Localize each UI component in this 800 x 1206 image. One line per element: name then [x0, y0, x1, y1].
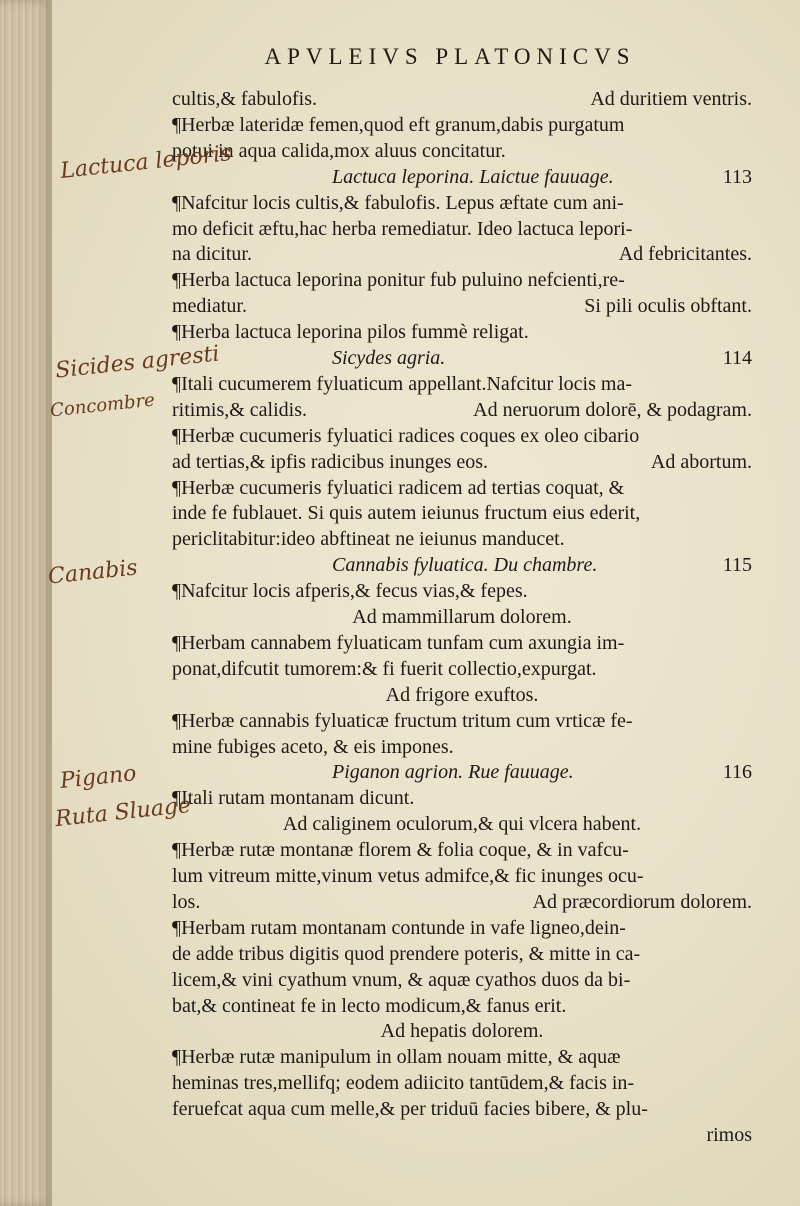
text-line: [172, 500, 752, 526]
text-line: [172, 138, 752, 164]
text-line: [172, 915, 752, 941]
plant-heading: Cannabis fyluatica. Du chambre.: [332, 554, 598, 577]
marginal-note: Lactuca leporis: [59, 141, 233, 184]
line-text: ¶Herbæ rutæ manipulum in ollam nouam mitte, & aquæ: [172, 1046, 621, 1069]
text-line: [172, 1096, 752, 1122]
text-line: [172, 319, 752, 345]
marginal-note: Sicides agresti: [54, 341, 221, 384]
text-line: [172, 1044, 752, 1070]
chapter-number: 116: [722, 761, 752, 784]
text-line: [172, 578, 752, 604]
line-text: inde fe fublauet. Si quis autem ieiunus fructum eius ederit,: [172, 502, 641, 525]
text-line: [172, 216, 752, 242]
line-text: licem,& vini cyathum vnum, & aquæ cyathos duos da bi-: [172, 968, 631, 991]
text-line: [172, 267, 752, 293]
chapter-number: 113: [722, 165, 752, 188]
line-text: ¶Itali rutam montanam dicunt.: [172, 787, 415, 810]
line-text: potui in aqua calida,mox aluus concitatur.: [172, 139, 506, 162]
text-line: [172, 734, 752, 760]
line-text: mediatur.: [172, 295, 247, 318]
text-line: [172, 86, 752, 112]
text-line: [172, 630, 752, 656]
line-text: ¶Nafcitur locis cultis,& fabulofis. Lepus æftate cum ani-: [172, 191, 624, 214]
line-text: heminas tres,mellifq; eodem adiicito tantūdem,& facis in-: [172, 1072, 635, 1095]
text-line: [172, 967, 752, 993]
text-line: [172, 241, 752, 267]
line-text: ¶Herbæ rutæ montanæ florem & folia coque, & in vafcu-: [172, 839, 629, 862]
section-subheading: Ad frigore exuftos.: [385, 683, 539, 706]
text-line: [172, 941, 752, 967]
book-spine: [0, 0, 52, 1206]
line-text: ¶Herbam cannabem fyluaticam tunfam cum axungia im-: [172, 631, 625, 654]
line-text: ¶Nafcitur locis afperis,& fecus vias,& fepes.: [172, 580, 528, 603]
line-text: ¶Herbæ lateridæ femen,quod eft granum,dabis purgatum: [172, 113, 625, 136]
text-line: [172, 1070, 752, 1096]
text-line: [172, 449, 752, 475]
line-text: ¶Itali cucumerem fyluaticum appellant.Nafcitur locis ma-: [172, 372, 632, 395]
marginal-note: Canabis: [46, 555, 139, 590]
line-text: ¶Herbæ cannabis fyluaticæ fructum tritum cum vrticæ fe-: [172, 709, 633, 732]
line-subheading: Ad præcordiorum dolorem.: [532, 890, 752, 913]
line-text: cultis,& fabulofis.: [172, 88, 317, 110]
text-line: [172, 708, 752, 734]
line-text: ¶Herbam rutam montanam contunde in vafe ligneo,dein-: [172, 916, 626, 939]
text-line: [172, 993, 752, 1019]
line-text: los.: [172, 890, 201, 913]
line-text: ¶Herbæ cucumeris fyluatici radices coques ex oleo cibario: [172, 424, 640, 447]
chapter-number: 114: [722, 347, 752, 369]
marginal-note: Pigano: [58, 761, 138, 794]
text-line: [172, 423, 752, 449]
line-text: ad tertias,& ipfis radicibus inunges eos.: [172, 450, 489, 473]
plant-heading: Piganon agrion. Rue fauuage.: [332, 761, 574, 784]
marginal-note: Concombre: [49, 389, 156, 422]
section-subheading: Ad caliginem oculorum,& qui vlcera habent.: [282, 813, 642, 836]
text-line: [172, 889, 752, 915]
text-line: [172, 112, 752, 138]
plant-heading: Sicydes agria.: [332, 347, 446, 369]
running-head: APVLEIVS PLATONICVS: [264, 44, 636, 69]
line-text: lum vitreum mitte,vinum vetus admifce,& fic inunges ocu-: [172, 865, 644, 887]
text-line: [172, 656, 752, 682]
text-line: [172, 785, 752, 811]
text-line: [172, 475, 752, 501]
chapter-number: 115: [722, 554, 752, 577]
text-line: [172, 397, 752, 423]
line-text: periclitabitur:ideo abftineat ne ieiunus manducet.: [172, 528, 565, 551]
line-text: ¶Herbæ cucumeris fyluatici radicem ad tertias coquat, &: [172, 476, 625, 499]
text-line: [172, 371, 752, 397]
text-line: [172, 526, 752, 552]
line-text: de adde tribus digitis quod prendere poteris, & mitte in ca-: [172, 942, 641, 965]
line-text: bat,& contineat fe in lecto modicum,& fanus erit.: [172, 994, 567, 1017]
line-text: ¶Herba lactuca leporina pilos fummè religat.: [172, 321, 529, 344]
marginal-note: Ruta Sluage: [54, 792, 193, 833]
line-text: ¶Herba lactuca leporina ponitur fub puluino nefcienti,re-: [172, 269, 625, 292]
catchword: rimos: [706, 1124, 752, 1146]
line-text: mine fubiges aceto, & eis impones.: [172, 735, 454, 758]
line-text: ritimis,& calidis.: [172, 398, 307, 421]
plant-heading: Lactuca leporina. Laictue fauuage.: [332, 165, 614, 188]
line-subheading: Ad abortum.: [650, 450, 752, 473]
line-text: feruefcat aqua cum melle,& per triduū facies bibere, & plu-: [172, 1098, 648, 1121]
line-text: na dicitur.: [172, 243, 252, 266]
line-subheading: Ad febricitantes.: [618, 243, 752, 266]
line-subheading: Ad duritiem ventris.: [590, 88, 752, 110]
section-subheading: Ad mammillarum dolorem.: [352, 606, 572, 628]
line-text: ponat,difcutit tumorem:& fi fuerit collectio,expurgat.: [172, 657, 597, 680]
line-subheading: Ad neruorum dolorē, & podagram.: [473, 398, 752, 421]
text-line: [172, 293, 752, 319]
line-text: mo deficit æftu,hac herba remediatur. Ideo lactuca lepori-: [172, 217, 633, 240]
text-line: [172, 190, 752, 216]
text-line: [172, 863, 752, 889]
text-line: [172, 837, 752, 863]
line-subheading: Si pili oculis obftant.: [584, 295, 752, 318]
section-subheading: Ad hepatis dolorem.: [380, 1020, 544, 1043]
